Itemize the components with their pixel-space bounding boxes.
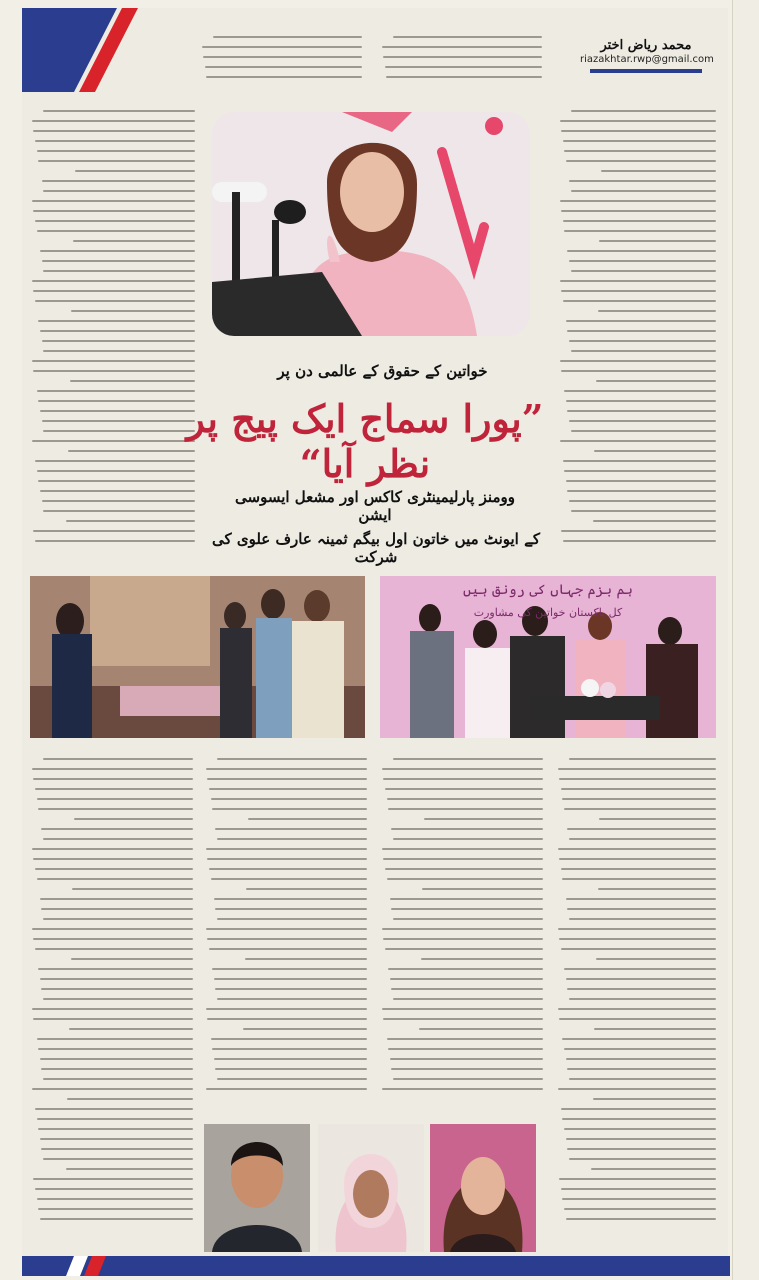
text-line [598, 888, 716, 890]
text-line [566, 480, 716, 482]
text-line [217, 758, 367, 760]
text-line [391, 988, 543, 990]
text-line [567, 908, 716, 910]
text-line [596, 380, 716, 382]
text-line [598, 310, 717, 312]
text-line [566, 1138, 716, 1140]
text-line [569, 918, 716, 920]
text-line [214, 978, 367, 980]
text-line [558, 928, 716, 930]
article-subheadline-1: وومنز پارلیمینٹری کاکس اور مشعل ایسوسی ایشن [235, 488, 515, 524]
text-line [564, 1048, 716, 1050]
text-line [33, 1178, 193, 1180]
text-line [215, 988, 367, 990]
text-line [387, 878, 543, 880]
text-line [571, 270, 716, 272]
corner-stripe-graphic [22, 8, 140, 92]
text-line [207, 938, 367, 940]
text-line [37, 230, 195, 232]
text-line [559, 778, 716, 780]
text-line [566, 320, 716, 322]
text-line [217, 998, 367, 1000]
text-line [569, 180, 716, 182]
text-line [211, 798, 367, 800]
text-line [382, 1088, 543, 1090]
byline-rule [590, 69, 702, 73]
event-stage-photo [380, 576, 716, 738]
text-line [601, 170, 716, 172]
text-line [37, 798, 193, 800]
text-line [217, 1078, 367, 1080]
text-line [385, 868, 543, 870]
text-line [214, 1058, 367, 1060]
text-line [33, 290, 195, 292]
text-line [566, 400, 716, 402]
text-line [33, 130, 195, 132]
text-line [35, 1108, 193, 1110]
text-line [213, 36, 362, 38]
text-line [35, 220, 195, 222]
text-line [571, 190, 716, 192]
text-line [571, 350, 716, 352]
text-line [74, 818, 193, 820]
text-line [41, 1148, 193, 1150]
text-line [564, 1128, 716, 1130]
text-line [37, 390, 195, 392]
text-line [569, 758, 716, 760]
text-line [561, 290, 716, 292]
text-line [35, 1188, 193, 1190]
text-column-bottom-2 [204, 758, 367, 1106]
text-column-bottom-3 [380, 758, 543, 1106]
text-line [43, 838, 193, 840]
text-line [209, 788, 367, 790]
text-line [32, 360, 195, 362]
text-line [393, 36, 542, 38]
text-line [212, 808, 367, 810]
text-line [393, 838, 543, 840]
adjacent-page-column [732, 0, 759, 1280]
text-line [386, 76, 542, 78]
text-line [566, 160, 716, 162]
text-line [206, 1088, 367, 1090]
text-line [561, 948, 716, 950]
text-column-top-left [200, 36, 362, 94]
text-line [33, 858, 193, 860]
text-line [594, 450, 716, 452]
text-line [559, 938, 716, 940]
text-line [37, 878, 193, 880]
text-line [203, 56, 362, 58]
text-line [559, 858, 716, 860]
text-line [66, 520, 195, 522]
text-line [33, 370, 195, 372]
text-line [561, 788, 716, 790]
text-line [243, 1028, 367, 1030]
text-line [206, 76, 362, 78]
text-line [562, 878, 716, 880]
text-line [41, 828, 193, 830]
article-headline: ”پورا سماج ایک پیج پر نظر آیا“ [186, 396, 544, 486]
text-line [564, 968, 716, 970]
text-line [382, 928, 543, 930]
text-line [566, 978, 716, 980]
text-line [558, 1088, 716, 1090]
article-kicker: خواتین کے حقوق کے عالمی دن پر [277, 362, 488, 380]
text-line [424, 818, 543, 820]
text-line [40, 250, 195, 252]
text-line [382, 848, 543, 850]
text-line [571, 430, 716, 432]
text-line [67, 1098, 193, 1100]
text-line [383, 56, 542, 58]
text-line [35, 788, 193, 790]
text-line [567, 490, 716, 492]
text-line [562, 1038, 716, 1040]
text-line [382, 768, 543, 770]
text-line [388, 808, 543, 810]
text-column-right-upper [558, 110, 716, 550]
text-line [569, 420, 716, 422]
author-email: riazakhtar.rwp@gmail.com [580, 54, 714, 65]
event-banner-subtitle: کل پاکستان خواتین کی مشاورت [473, 606, 623, 619]
text-line [43, 110, 195, 112]
text-line [38, 1208, 193, 1210]
headshot-woman-photo [430, 1124, 536, 1252]
text-line [562, 1118, 716, 1120]
text-line [40, 898, 193, 900]
text-line [560, 360, 716, 362]
text-line [43, 1158, 193, 1160]
headshot-man-photo [204, 1124, 310, 1252]
text-line [32, 1008, 193, 1010]
text-line [42, 180, 195, 182]
text-line [569, 838, 716, 840]
text-line [33, 530, 195, 532]
text-line [385, 948, 543, 950]
text-line [421, 958, 543, 960]
text-line [561, 210, 716, 212]
headshot-woman-hijab-photo [318, 1124, 424, 1252]
text-line [390, 978, 543, 980]
text-line [38, 808, 193, 810]
text-line [388, 968, 543, 970]
text-line [40, 1058, 193, 1060]
text-line [37, 1038, 193, 1040]
text-line [390, 898, 543, 900]
text-line [214, 898, 367, 900]
text-line [32, 928, 193, 930]
text-line [387, 1038, 543, 1040]
text-line [560, 280, 716, 282]
text-line [594, 1028, 716, 1030]
text-line [209, 948, 367, 950]
text-line [43, 510, 195, 512]
text-line [69, 1028, 193, 1030]
text-line [393, 1078, 543, 1080]
text-line [32, 280, 195, 282]
text-line [32, 120, 195, 122]
text-line [391, 828, 543, 830]
text-line [43, 190, 195, 192]
text-line [569, 500, 716, 502]
text-line [383, 858, 543, 860]
text-line [562, 798, 716, 800]
text-line [560, 120, 716, 122]
text-line [71, 958, 193, 960]
text-line [390, 1058, 543, 1060]
text-line [43, 918, 193, 920]
text-line [206, 928, 367, 930]
text-line [41, 1068, 193, 1070]
text-line [558, 1008, 716, 1010]
text-line [32, 1088, 193, 1090]
article-subheadline-2: کے ایونٹ میں خاتون اول بیگم ثمینہ عارف علوی کی شرکت [211, 530, 540, 566]
text-line [382, 46, 542, 48]
text-line [37, 1118, 193, 1120]
text-line [569, 1158, 716, 1160]
text-line [37, 150, 195, 152]
text-line [563, 460, 716, 462]
text-line [561, 1188, 716, 1190]
text-column-bottom-1 [30, 758, 193, 1236]
text-line [71, 310, 195, 312]
text-line [561, 530, 716, 532]
text-line [35, 300, 195, 302]
text-line [393, 758, 543, 760]
text-line [42, 340, 195, 342]
text-line [385, 788, 543, 790]
text-line [35, 948, 193, 950]
text-line [393, 998, 543, 1000]
byline [580, 38, 712, 73]
text-line [566, 1218, 716, 1220]
text-line [569, 340, 716, 342]
text-line [567, 250, 716, 252]
text-line [569, 1078, 716, 1080]
text-line [72, 888, 193, 890]
text-line [66, 1168, 193, 1170]
text-line [38, 160, 195, 162]
first-lady-speaking-photo [212, 112, 530, 336]
text-line [422, 888, 543, 890]
text-line [563, 140, 716, 142]
text-line [33, 778, 193, 780]
text-line [40, 978, 193, 980]
text-line [248, 818, 367, 820]
text-line [567, 330, 716, 332]
text-line [566, 898, 716, 900]
text-line [561, 370, 716, 372]
text-line [563, 220, 716, 222]
text-line [32, 200, 195, 202]
text-line [563, 300, 716, 302]
text-line [558, 848, 716, 850]
text-line [207, 778, 367, 780]
text-line [38, 320, 195, 322]
text-line [246, 888, 367, 890]
text-line [393, 918, 543, 920]
text-line [559, 1018, 716, 1020]
text-line [42, 260, 195, 262]
text-line [43, 758, 193, 760]
text-line [43, 1078, 193, 1080]
text-line [35, 140, 195, 142]
text-line [562, 1198, 716, 1200]
text-line [206, 848, 367, 850]
text-line [391, 1068, 543, 1070]
text-line [202, 46, 362, 48]
text-line [73, 240, 195, 242]
text-line [596, 958, 716, 960]
text-line [571, 110, 716, 112]
text-line [560, 200, 716, 202]
text-line [383, 1018, 543, 1020]
text-line [388, 1048, 543, 1050]
text-line [40, 1218, 193, 1220]
text-line [567, 1148, 716, 1150]
text-line [41, 908, 193, 910]
text-line [593, 520, 716, 522]
text-line [569, 998, 716, 1000]
text-line [206, 768, 367, 770]
text-line [564, 808, 716, 810]
text-line [217, 838, 367, 840]
text-line [33, 938, 193, 940]
text-line [206, 1008, 367, 1010]
text-line [212, 1048, 367, 1050]
author-name: محمد ریاض اختر [600, 38, 692, 53]
text-line [205, 66, 362, 68]
text-line [391, 908, 543, 910]
text-line [566, 1058, 716, 1060]
text-line [207, 1018, 367, 1020]
text-line [560, 440, 716, 442]
text-line [599, 240, 716, 242]
text-line [41, 988, 193, 990]
text-line [591, 1168, 716, 1170]
event-banner-title: ہم بزم جہاں کی رونق ہیں [463, 582, 633, 598]
text-column-bottom-4 [556, 758, 716, 1236]
text-line [212, 968, 367, 970]
text-line [383, 778, 543, 780]
text-line [383, 938, 543, 940]
text-line [211, 1038, 367, 1040]
text-line [571, 510, 716, 512]
text-line [35, 540, 195, 542]
exhibition-visit-photo [30, 576, 365, 738]
text-line [38, 1128, 193, 1130]
text-line [38, 1048, 193, 1050]
text-line [245, 958, 367, 960]
text-line [599, 818, 716, 820]
text-line [559, 1178, 716, 1180]
text-line [42, 500, 195, 502]
text-line [37, 1198, 193, 1200]
text-line [561, 1108, 716, 1110]
text-line [569, 260, 716, 262]
text-line [564, 150, 716, 152]
text-line [419, 1028, 543, 1030]
text-line [564, 390, 716, 392]
text-line [215, 828, 367, 830]
text-line [35, 868, 193, 870]
text-line [33, 1018, 193, 1020]
text-line [564, 470, 716, 472]
text-line [382, 1008, 543, 1010]
text-line [40, 330, 195, 332]
text-line [567, 988, 716, 990]
text-line [207, 858, 367, 860]
text-line [563, 540, 716, 542]
text-line [75, 170, 195, 172]
text-line [593, 1098, 716, 1100]
text-line [43, 998, 193, 1000]
text-line [567, 410, 716, 412]
text-line [215, 908, 367, 910]
text-line [38, 968, 193, 970]
text-line [33, 210, 195, 212]
text-line [43, 350, 195, 352]
text-line [387, 798, 543, 800]
text-line [561, 130, 716, 132]
text-line [40, 1138, 193, 1140]
text-line [32, 768, 193, 770]
text-line [70, 380, 195, 382]
bottom-stripe-bar [22, 1256, 730, 1276]
text-line [43, 270, 195, 272]
text-line [209, 868, 367, 870]
text-line [564, 1208, 716, 1210]
text-line [567, 1068, 716, 1070]
text-line [217, 918, 367, 920]
text-line [567, 828, 716, 830]
text-line [211, 878, 367, 880]
text-line [385, 66, 542, 68]
text-line [215, 1068, 367, 1070]
text-line [40, 490, 195, 492]
text-column-top-middle [380, 36, 542, 94]
text-line [561, 868, 716, 870]
text-line [564, 230, 716, 232]
text-line [558, 768, 716, 770]
text-line [32, 848, 193, 850]
